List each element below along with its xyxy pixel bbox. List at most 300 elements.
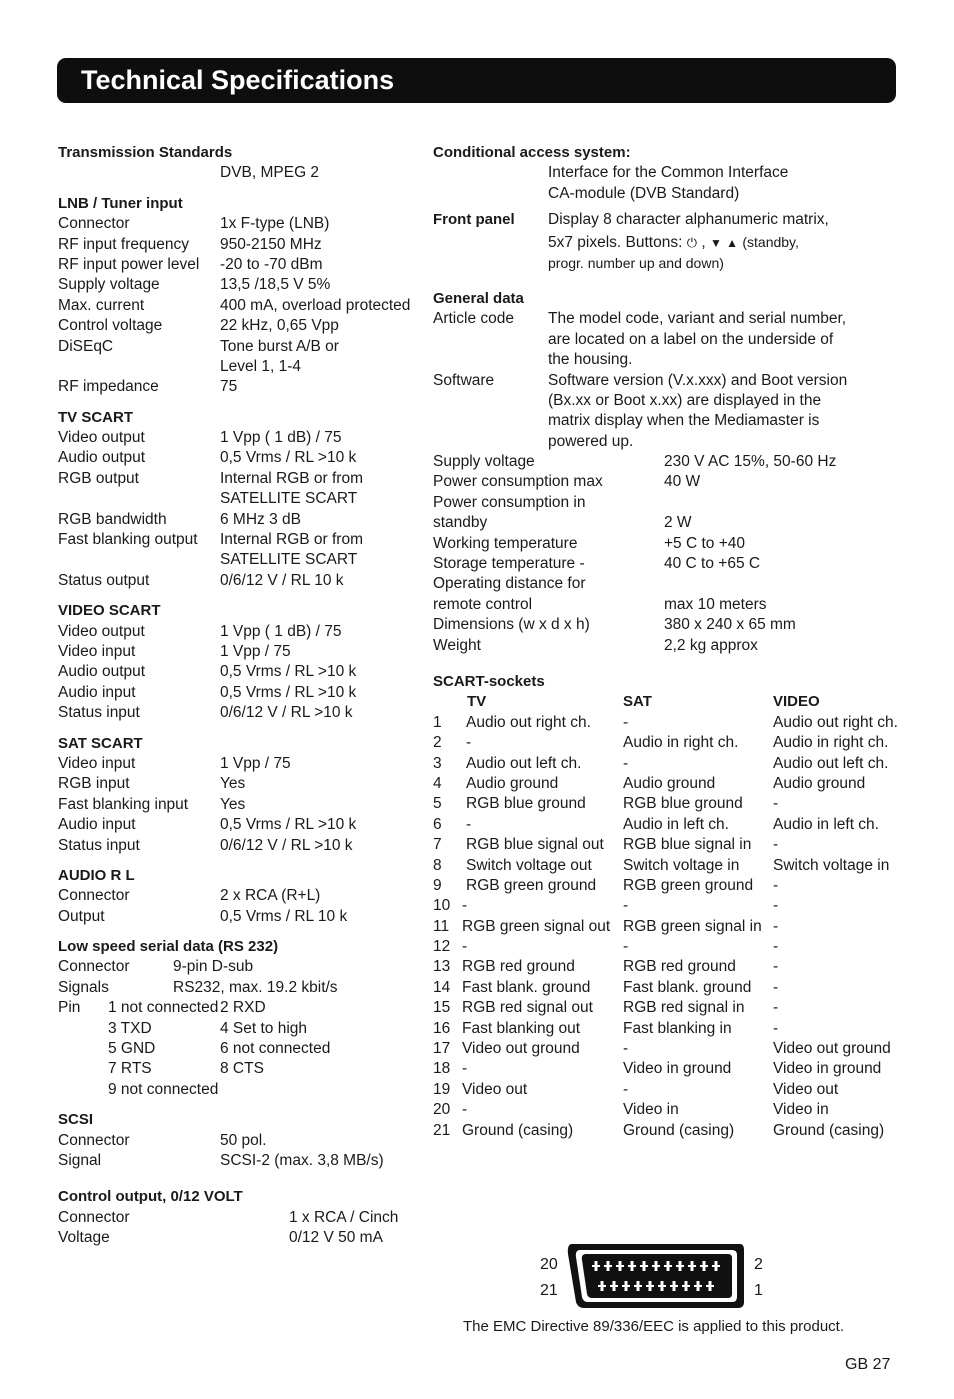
rs232-pin-row-cell: 8 CTS [220, 1060, 264, 1078]
lnb-row [58, 296, 428, 316]
tv-scart-row [58, 428, 428, 448]
scart-row-cell: RGB blue ground [466, 795, 586, 813]
audio-row [58, 907, 428, 927]
control-row-cell: 1 x RCA / Cinch [289, 1208, 399, 1226]
general-rows [433, 452, 913, 656]
video-scart-row [58, 642, 428, 662]
rs232-signals-row [58, 978, 428, 998]
lnb-row-cell: RF impedance [58, 378, 159, 396]
tv-scart-row-cell: Internal RGB or from [220, 531, 363, 549]
general-row-cell: Weight [433, 636, 481, 654]
sat-scart-row-cell: 0/6/12 V / RL >10 k [220, 836, 353, 854]
scart-row-cell: Switch voltage out [466, 856, 592, 874]
scsi-row-cell: 50 pol. [220, 1131, 267, 1149]
rs232-pin-row-cell: 5 GND [108, 1040, 156, 1058]
scart-row-cell: - [773, 897, 779, 915]
scart-row-cell: 7 [433, 836, 442, 854]
tv-scart-row [58, 448, 428, 468]
tv-scart-row-cell: Audio output [58, 449, 146, 467]
scart-row-cell: Video in [773, 1101, 829, 1119]
tv-scart-row-cell: 6 MHz 3 dB [220, 510, 301, 528]
tv-scart-row [58, 510, 428, 530]
scart-row-cell: - [462, 938, 468, 956]
general-row [433, 493, 913, 513]
scart-row [433, 1121, 913, 1141]
scart-row [433, 1039, 913, 1059]
connector-pin-bar [694, 1285, 702, 1287]
control-row-cell: 0/12 V 50 mA [289, 1229, 383, 1247]
front-line-3-row [433, 253, 913, 273]
left-column [58, 143, 428, 1249]
general-row [433, 595, 913, 615]
control-row [58, 1208, 428, 1228]
scart-row-cell: Audio out right ch. [466, 713, 591, 731]
arrow-down-icon: ▼ [709, 235, 722, 250]
software-row [433, 371, 913, 391]
power-icon: ⏻ [686, 234, 698, 250]
connector-pin-bar [598, 1285, 606, 1287]
general-row-cell: Supply voltage [433, 453, 535, 471]
general-heading: General data [433, 289, 524, 307]
rs232-pin-row-cell: 3 TXD [108, 1019, 152, 1037]
lnb-row-cell: RF input frequency [58, 235, 189, 253]
video-scart-row [58, 683, 428, 703]
scart-row-cell: - [462, 1101, 468, 1119]
scart-row [433, 856, 913, 876]
scart-row-cell: 16 [433, 1019, 451, 1037]
scart-heading: SCART-sockets [433, 672, 545, 690]
scart-row [433, 937, 913, 957]
control-row-cell: Voltage [58, 1229, 110, 1247]
scart-row-cell: Audio out left ch. [773, 754, 889, 772]
rs232-pin-row [58, 1039, 428, 1059]
scart-row-cell: - [466, 815, 472, 833]
cas-line-2: CA-module (DVB Standard) [548, 184, 740, 202]
audio-row [58, 886, 428, 906]
scart-row-cell: 4 [433, 774, 442, 792]
scart-row-cell: - [773, 958, 779, 976]
sat-scart-row-cell: Video input [58, 754, 136, 772]
sat-scart-row-cell: Yes [220, 775, 246, 793]
scart-row-cell: - [462, 1060, 468, 1078]
scart-row-cell: - [623, 897, 629, 915]
software-row [433, 432, 913, 452]
scart-row-cell: 20 [433, 1101, 451, 1119]
connector-pin-bar [622, 1285, 630, 1287]
general-row [433, 636, 913, 656]
scart-row-cell: RGB red ground [623, 958, 736, 976]
scart-row-cell: Fast blanking out [462, 1019, 581, 1037]
scart-rows [433, 713, 913, 1141]
scart-row-cell: 14 [433, 978, 451, 996]
article-row-cell: the housing. [548, 351, 633, 369]
rs232-pin-row-cell: 6 not connected [220, 1040, 331, 1058]
scart-row [433, 733, 913, 753]
connector-pin-bar [634, 1285, 642, 1287]
scart-row-cell: - [773, 836, 779, 854]
scsi-heading: SCSI [58, 1111, 94, 1129]
video-scart-row-cell: Audio output [58, 663, 146, 681]
scart-row-cell: Audio in right ch. [623, 734, 739, 752]
video-scart-row [58, 662, 428, 682]
sat-scart-row-cell: 0,5 Vrms / RL >10 k [220, 816, 357, 834]
scart-row-cell: Audio in right ch. [773, 734, 889, 752]
tv-scart-row [58, 489, 428, 509]
article-row-cell: The model code, variant and serial number, [548, 310, 847, 328]
scart-row [433, 876, 913, 896]
lnb-rows [58, 214, 428, 398]
general-row-cell: max 10 meters [664, 595, 767, 613]
pin-label-2: 2 [754, 1256, 763, 1273]
tv-scart-row [58, 469, 428, 489]
scart-row-cell: Video in ground [623, 1060, 732, 1078]
scart-row-cell: 5 [433, 795, 442, 813]
sat-scart-row [58, 774, 428, 794]
col-sat: SAT [623, 693, 652, 711]
scart-row-cell: - [773, 999, 779, 1017]
scart-row-cell: Audio out left ch. [466, 754, 582, 772]
general-row-cell: +5 C to +40 [664, 534, 746, 552]
scart-row-cell: Video in [623, 1101, 679, 1119]
scart-row-cell: Ground (casing) [623, 1121, 735, 1139]
software-row-cell: powered up. [548, 432, 634, 450]
software-row-cell: (Bx.xx or Boot x.xx) are displayed in the [548, 391, 822, 409]
transmission-heading: Transmission Standards [58, 144, 233, 161]
lnb-row-cell: RF input power level [58, 255, 200, 273]
scart-row-cell: Fast blank. ground [462, 978, 591, 996]
video-scart-rows [58, 622, 428, 724]
connector-pin-bar [664, 1265, 672, 1267]
scart-row-cell: - [462, 897, 468, 915]
scart-row-cell: Video in ground [773, 1060, 882, 1078]
tv-scart-heading: TV SCART [58, 408, 133, 426]
connector-pin-bar [682, 1285, 690, 1287]
scart-row-cell: - [773, 1019, 779, 1037]
scart-row-cell: 19 [433, 1080, 451, 1098]
tv-scart-row-cell: RGB bandwidth [58, 510, 167, 528]
rs232-pin-row-cell: 2 RXD [220, 999, 266, 1017]
rs232-pin-row-cell: 9 not connected [108, 1080, 219, 1098]
scart-row-cell: 17 [433, 1040, 451, 1058]
tv-scart-row-cell: 0/6/12 V / RL 10 k [220, 571, 344, 589]
sat-scart-row [58, 815, 428, 835]
rs232-pin-row [58, 1080, 428, 1100]
tv-scart-row-cell: RGB output [58, 469, 139, 487]
rs232-connector-row [58, 957, 428, 977]
scart-row [433, 1080, 913, 1100]
video-scart-row-cell: 1 Vpp ( 1 dB) / 75 [220, 622, 342, 640]
audio-heading: AUDIO R L [58, 866, 135, 884]
scart-row-cell: Switch voltage in [623, 856, 740, 874]
scart-row-cell: 2 [433, 734, 442, 752]
front-panel-row [433, 210, 913, 230]
lnb-row [58, 275, 428, 295]
lnb-row [58, 316, 428, 336]
scart-row-cell: RGB green signal in [623, 917, 762, 935]
general-row-cell: Power consumption in [433, 493, 586, 511]
scart-row-cell: 15 [433, 999, 451, 1017]
scart-row-cell: Audio out right ch. [773, 713, 898, 731]
tv-scart-row [58, 571, 428, 591]
pin-label-1: 1 [754, 1282, 763, 1299]
tv-scart-row-cell: 0,5 Vrms / RL >10 k [220, 449, 357, 467]
lnb-row-cell: Level 1, 1-4 [220, 357, 301, 375]
scart-row [433, 896, 913, 916]
software-rows [433, 371, 913, 453]
scsi-row [58, 1151, 428, 1171]
lnb-row [58, 377, 428, 397]
scart-row-cell: Video out [462, 1080, 528, 1098]
scart-row-cell: Audio in left ch. [773, 815, 879, 833]
general-row [433, 574, 913, 594]
general-row-cell: 230 V AC 15%, 50-60 Hz [664, 453, 837, 471]
scart-row-cell: - [466, 734, 472, 752]
scart-row-cell: 21 [433, 1121, 451, 1139]
video-scart-row-cell: 0,5 Vrms / RL >10 k [220, 683, 357, 701]
scart-row-cell: Fast blanking in [623, 1019, 732, 1037]
front-line-2: 5x7 pixels. Buttons: ⏻ , ▼ ▲ (standby, [548, 233, 799, 251]
sat-scart-row [58, 795, 428, 815]
scart-row [433, 1100, 913, 1120]
general-row-cell: Working temperature [433, 534, 578, 552]
video-scart-heading: VIDEO SCART [58, 602, 161, 620]
scart-row-cell: - [773, 978, 779, 996]
connector-pin-bar [712, 1265, 720, 1267]
scart-row-cell: 6 [433, 815, 442, 833]
general-row-cell: 2 W [664, 514, 692, 532]
video-scart-row-cell: 0,5 Vrms / RL >10 k [220, 663, 357, 681]
software-row-cell: Software [433, 371, 495, 389]
sat-scart-row-cell: Audio input [58, 816, 136, 834]
scart-row-cell: 9 [433, 876, 442, 894]
scsi-row-cell: Signal [58, 1151, 102, 1169]
scart-row-cell: RGB green ground [623, 876, 754, 894]
connector-pin-bar [676, 1265, 684, 1267]
rs232-pin-row-cell: 4 Set to high [220, 1019, 308, 1037]
lnb-row-cell: 400 mA, overload protected [220, 296, 411, 314]
scart-row-cell: Fast blank. ground [623, 978, 752, 996]
scart-row-cell: RGB red signal out [462, 999, 593, 1017]
front-line-3: progr. number up and down) [548, 254, 724, 271]
scart-row [433, 957, 913, 977]
scart-row-cell: 1 [433, 713, 442, 731]
connector-pin-bar [592, 1265, 600, 1267]
general-row-cell: 380 x 240 x 65 mm [664, 616, 796, 634]
lnb-row-cell: 22 kHz, 0,65 Vpp [220, 317, 339, 335]
sat-scart-row-cell: Fast blanking input [58, 795, 189, 813]
connector-pin-bar [640, 1265, 648, 1267]
general-row-cell: standby [433, 514, 488, 532]
sat-scart-row [58, 836, 428, 856]
video-scart-row-cell: Audio input [58, 683, 136, 701]
software-row [433, 391, 913, 411]
scart-row-cell: 11 [433, 917, 450, 935]
general-row [433, 615, 913, 635]
control-rows [58, 1208, 428, 1249]
tv-scart-rows [58, 428, 428, 591]
scart-row-cell: - [623, 713, 629, 731]
lnb-row [58, 214, 428, 234]
scart-row-cell: 8 [433, 856, 442, 874]
cas-heading: Conditional access system: [433, 144, 631, 161]
col-tv: TV [467, 693, 487, 711]
connector-pin-bar [688, 1265, 696, 1267]
software-row-cell: matrix display when the Mediamaster is [548, 412, 820, 430]
general-row-cell: remote control [433, 595, 533, 613]
tv-scart-row-cell: 1 Vpp ( 1 dB) / 75 [220, 429, 342, 447]
sat-scart-heading: SAT SCART [58, 734, 143, 752]
connector-pin-bar [670, 1285, 678, 1287]
lnb-row [58, 337, 428, 357]
sat-scart-rows [58, 754, 428, 856]
front-buttons-row [433, 231, 913, 253]
lnb-row-cell: 1x F-type (LNB) [220, 215, 330, 233]
scart-row [433, 815, 913, 835]
tv-scart-row [58, 550, 428, 570]
scart-row-cell: Video out ground [773, 1040, 891, 1058]
video-scart-row-cell: Video output [58, 622, 145, 640]
scart-row-cell: RGB red ground [462, 958, 575, 976]
audio-rows [58, 886, 428, 927]
scart-row [433, 754, 913, 774]
scsi-row-cell: Connector [58, 1131, 130, 1149]
sat-scart-row-cell: 1 Vpp / 75 [220, 754, 291, 772]
scart-row-cell: - [623, 1040, 629, 1058]
rs232-signals-value: RS232, max. 19.2 kbit/s [173, 978, 338, 996]
general-row-cell: Dimensions (w x d x h) [433, 616, 590, 634]
scart-row [433, 835, 913, 855]
connector-pin-bar [604, 1265, 612, 1267]
connector-pin-bar [610, 1285, 618, 1287]
rs232-pin-row [58, 998, 428, 1018]
audio-row-cell: 2 x RCA (R+L) [220, 887, 321, 905]
scart-row [433, 774, 913, 794]
connector-pin-bar [658, 1285, 666, 1287]
article-row [433, 350, 913, 370]
page-title: Technical Specifications [81, 65, 395, 95]
tv-scart-row [58, 530, 428, 550]
scart-connector-icon [566, 1242, 746, 1310]
lnb-heading: LNB / Tuner input [58, 194, 183, 212]
scart-row-cell: Video out ground [462, 1040, 580, 1058]
article-row [433, 309, 913, 329]
page-number: GB 27 [845, 1356, 891, 1373]
scart-row-cell: RGB green ground [466, 876, 597, 894]
front-line-1: Display 8 character alphanumeric matrix, [548, 211, 829, 229]
front-panel-heading: Front panel [433, 211, 515, 229]
lnb-row-cell: Supply voltage [58, 276, 160, 294]
lnb-row [58, 357, 428, 377]
scart-row [433, 1059, 913, 1079]
tv-scart-row-cell: SATELLITE SCART [220, 490, 358, 508]
article-row-cell: Article code [433, 310, 514, 328]
video-scart-row-cell: Video input [58, 642, 136, 660]
scart-row [433, 917, 913, 937]
emc-note: The EMC Directive 89/336/EEC is applied to this product. [463, 1318, 845, 1335]
cas-line [433, 163, 913, 183]
scart-row-cell: Ground (casing) [773, 1121, 885, 1139]
general-row-cell: Power consumption max [433, 473, 603, 491]
connector-pin-bar [646, 1285, 654, 1287]
lnb-row-cell: Tone burst A/B or [220, 337, 339, 355]
front-line-2b: (standby, [742, 233, 799, 250]
lnb-row-cell: Connector [58, 215, 130, 233]
tv-scart-row-cell: Internal RGB or from [220, 469, 363, 487]
scart-row-cell: RGB blue signal in [623, 836, 752, 854]
rs232-pin-rows [58, 998, 428, 1100]
sat-scart-row-cell: RGB input [58, 775, 130, 793]
general-row [433, 452, 913, 472]
scart-row-cell: - [773, 795, 779, 813]
scart-row-cell: Audio ground [773, 774, 866, 792]
scsi-rows [58, 1131, 428, 1172]
scart-row-cell: - [773, 876, 779, 894]
rs232-pin-row-cell: 7 RTS [108, 1060, 152, 1078]
scart-row-cell: - [623, 1080, 629, 1098]
tv-scart-row-cell: Video output [58, 429, 145, 447]
lnb-row-cell: Max. current [58, 296, 145, 314]
software-row [433, 411, 913, 431]
sat-scart-row-cell: Status input [58, 836, 140, 854]
general-row-cell: Operating distance for [433, 575, 586, 593]
sat-scart-row [58, 754, 428, 774]
scart-row-cell: - [773, 917, 779, 935]
pin-label-21: 21 [540, 1282, 558, 1299]
scart-row-cell: RGB blue signal out [466, 836, 604, 854]
scart-row-cell: Audio in left ch. [623, 815, 729, 833]
scart-row-cell: Video out [773, 1080, 839, 1098]
cas-line [433, 184, 913, 204]
video-scart-row-cell: 0/6/12 V / RL >10 k [220, 704, 353, 722]
lnb-row-cell: 75 [220, 378, 238, 396]
scart-row [433, 998, 913, 1018]
lnb-row [58, 255, 428, 275]
scart-row-cell: Switch voltage in [773, 856, 890, 874]
scart-row [433, 1019, 913, 1039]
control-row-cell: Connector [58, 1208, 130, 1226]
scart-row-cell: 18 [433, 1060, 451, 1078]
rs232-pin-row-cell: Pin [58, 999, 81, 1017]
scart-row-cell: 12 [433, 938, 451, 956]
arrow-up-icon: ▲ [726, 235, 739, 250]
scart-row-cell: Ground (casing) [462, 1121, 574, 1139]
general-row-cell: 2,2 kg approx [664, 636, 758, 654]
video-scart-row-cell: 1 Vpp / 75 [220, 642, 291, 660]
general-row [433, 472, 913, 492]
transmission-value: DVB, MPEG 2 [220, 164, 320, 182]
front-line-2a: 5x7 pixels. Buttons: [548, 233, 683, 251]
lnb-row-cell: Control voltage [58, 317, 163, 335]
rs232-pin-row [58, 1059, 428, 1079]
rs232-pin-row [58, 1019, 428, 1039]
scart-row-cell: RGB green signal out [462, 917, 611, 935]
scart-row [433, 978, 913, 998]
scart-row-cell: 3 [433, 754, 442, 772]
audio-row-cell: Connector [58, 887, 130, 905]
tv-scart-row-cell: Fast blanking output [58, 531, 198, 549]
scart-row-cell: Audio ground [623, 774, 716, 792]
video-scart-row [58, 622, 428, 642]
tv-scart-row-cell: SATELLITE SCART [220, 551, 358, 569]
scart-row-cell: 13 [433, 958, 451, 976]
connector-pin-bar [616, 1265, 624, 1267]
audio-row-cell: 0,5 Vrms / RL 10 k [220, 907, 348, 925]
connector-pin-bar [706, 1285, 714, 1287]
sat-scart-row-cell: Yes [220, 795, 246, 813]
col-video: VIDEO [773, 693, 820, 711]
right-column [433, 143, 913, 1141]
lnb-row-cell: 950-2150 MHz [220, 235, 322, 253]
